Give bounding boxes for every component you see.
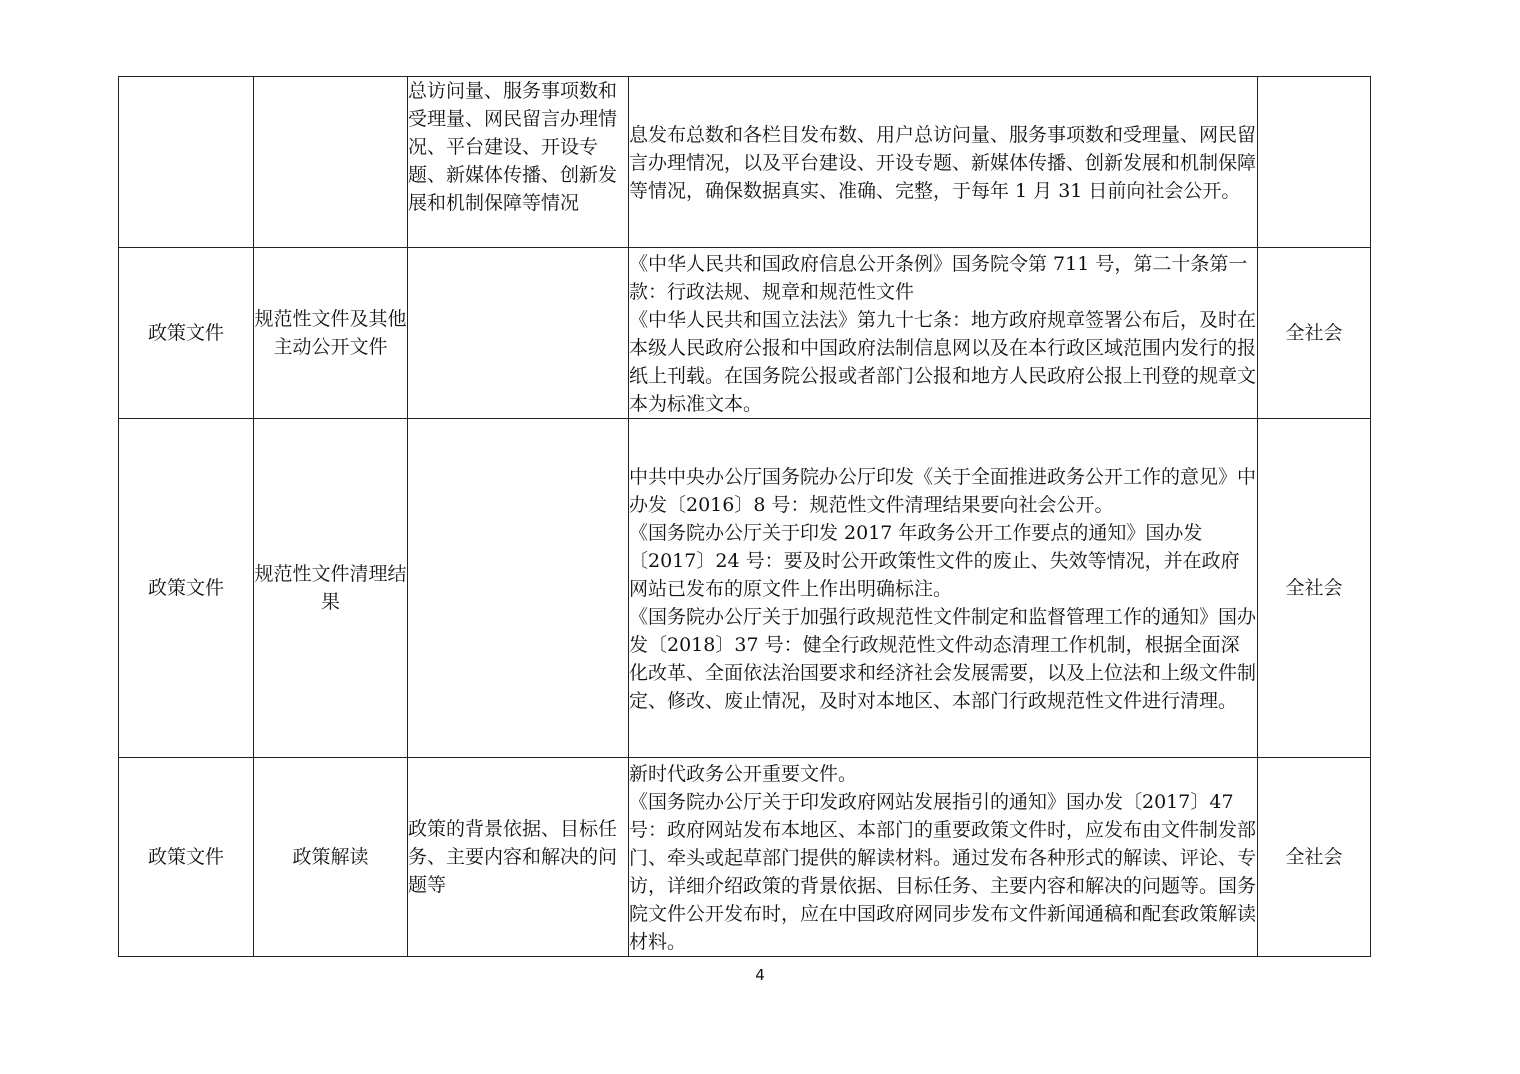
detail-cell: 总访问量、服务事项数和受理量、网民留言办理情况、平台建设、开设专题、新媒体传播、创新发展和机制保障等情况 [408,77,629,248]
basis-paragraph: 《中华人民共和国立法法》第九十七条：地方政府规章签署公布后，及时在本级人民政府公报和中国政府法制信息网以及在本行政区域范围内发行的报纸上刊载。在国务院公报或者部门公报和地方人民政府公报上刊登的规章文本为标准文本。 [629,309,1257,415]
detail-cell: 政策的背景依据、目标任务、主要内容和解决的问题等 [408,758,629,957]
basis-paragraph: 《国务院办公厅关于加强行政规范性文件制定和监督管理工作的通知》国办发〔2018〕37 号：健全行政规范性文件动态清理工作机制，根据全面深化改革、全面依法治国要求和经济社会发展需要，以及上位法和上级文件制定、修改、废止情况，及时对本地区、本部门行政规范性文件进行清理。 [629,606,1257,712]
detail-cell [408,248,629,419]
page-number: 4 [755,966,765,984]
detail-cell [408,419,629,758]
basis-paragraph: 《国务院办公厅关于印发政府网站发展指引的通知》国办发〔2017〕47 号：政府网站发布本地区、本部门的重要政策文件时，应发布由文件制发部门、牵头或起草部门提供的解读材料。通过发布各种形式的解读、评论、专访，详细介绍政策的背景依据、目标任务、主要内容和解决的问题等。国务院文件公开发布时，应在中国政府网同步发布文件新闻通稿和配套政策解读材料。 [629,791,1257,953]
audience-cell: 全社会 [1258,248,1371,419]
category-cell: 政策文件 [119,758,254,957]
table-row [119,248,1371,419]
table-row [119,419,1371,758]
item-cell: 政策解读 [254,758,408,957]
basis-paragraph: 《中华人民共和国政府信息公开条例》国务院令第 711 号，第二十条第一款：行政法规、规章和规范性文件 [629,253,1248,303]
audience-cell: 全社会 [1258,758,1371,957]
category-cell [119,77,254,248]
basis-paragraph: 《国务院办公厅关于印发 2017 年政务公开工作要点的通知》国办发〔2017〕24 号：要及时公开政策性文件的废止、失效等情况，并在政府网站已发布的原文件上作出明确标注。 [629,522,1240,600]
table-row [119,758,1371,957]
disclosure-table [118,76,1371,957]
table-row [119,77,1371,248]
item-cell: 规范性文件清理结果 [254,419,408,758]
audience-cell: 全社会 [1258,419,1371,758]
basis-cell [629,248,1258,419]
audience-cell [1258,77,1371,248]
item-cell [254,77,408,248]
basis-cell [629,77,1258,248]
basis-cell [629,419,1258,758]
basis-paragraph: 中共中央办公厅国务院办公厅印发《关于全面推进政务公开工作的意见》中办发〔2016〕8 号：规范性文件清理结果要向社会公开。 [629,466,1257,516]
basis-cell [629,758,1258,957]
basis-paragraph: 息发布总数和各栏目发布数、用户总访问量、服务事项数和受理量、网民留言办理情况，以及平台建设、开设专题、新媒体传播、创新发展和机制保障等情况，确保数据真实、准确、完整，于每年 1 月 31 日前向社会公开。 [629,124,1257,202]
basis-paragraph: 新时代政务公开重要文件。 [629,763,858,785]
category-cell: 政策文件 [119,419,254,758]
category-cell: 政策文件 [119,248,254,419]
item-cell: 规范性文件及其他主动公开文件 [254,248,408,419]
